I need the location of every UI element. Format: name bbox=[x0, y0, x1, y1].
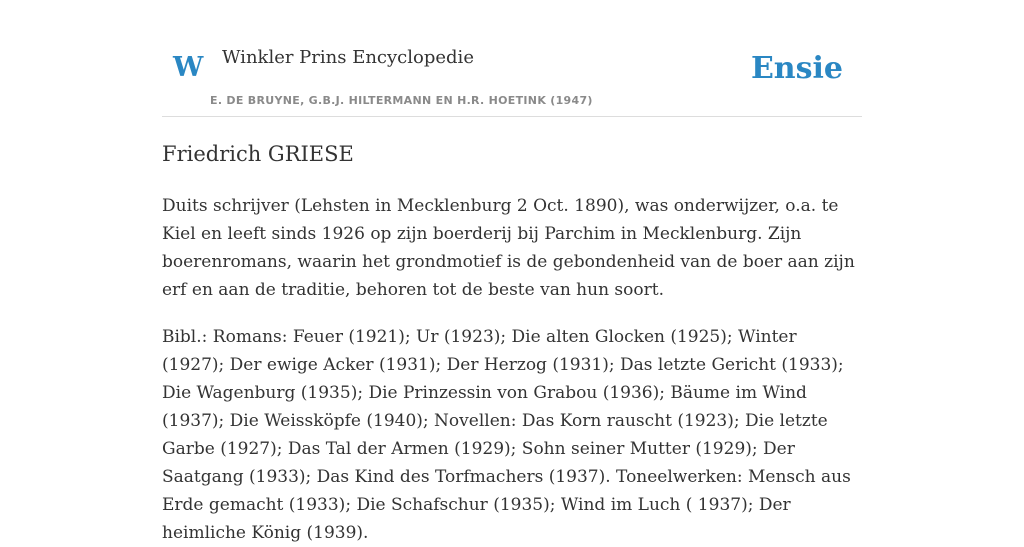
source-authors: E. DE BRUYNE, G.B.J. HILTERMANN EN H.R. HOETINK (1947) bbox=[210, 94, 593, 107]
brand-logo[interactable]: Ensie bbox=[750, 51, 843, 86]
article-paragraph: Duits schrijver (Lehsten in Mecklenburg 2 Oct. 1890), was onderwijzer, o.a. te Kiel en leeft sinds 1926 op zijn boerderij bij Parchim in Mecklenburg. Zijn boerenromans, waarin het grondmotief is de gebondenheid van de boer aan zijn erf en aan de traditie, behoren tot de beste van hun soort. bbox=[162, 196, 855, 300]
bibliography-paragraph: Bibl.: Romans: Feuer (1921); Ur (1923); Die alten Glocken (1925); Winter (1927); Der ewige Acker (1931); Der Herzog (1931); Das letzte Gericht (1933); Die Wagenburg (1935); Die Prinzessin von Grabou (1936); Bäume im Wind (1937); Die Weissköpfe (1940); Novellen: Das Korn rauscht (1923); Die letzte Garbe (1927); Das Tal der Armen (1929); Sohn seiner Mutter (1929); Der Saatgang (1933); Das Kind des Torfmachers (1937). Toneelwerken: Mensch aus Erde gemacht (1933); Die Schafschur (1935); Wind im Luch ( 1937); Der heimliche König (1939). bbox=[162, 327, 851, 543]
source-header bbox=[162, 30, 862, 117]
article-title: Friedrich GRIESE bbox=[162, 142, 354, 166]
source-logo[interactable]: W bbox=[173, 52, 204, 83]
article bbox=[162, 138, 864, 547]
source-title[interactable]: Winkler Prins Encyclopedie bbox=[222, 47, 474, 68]
